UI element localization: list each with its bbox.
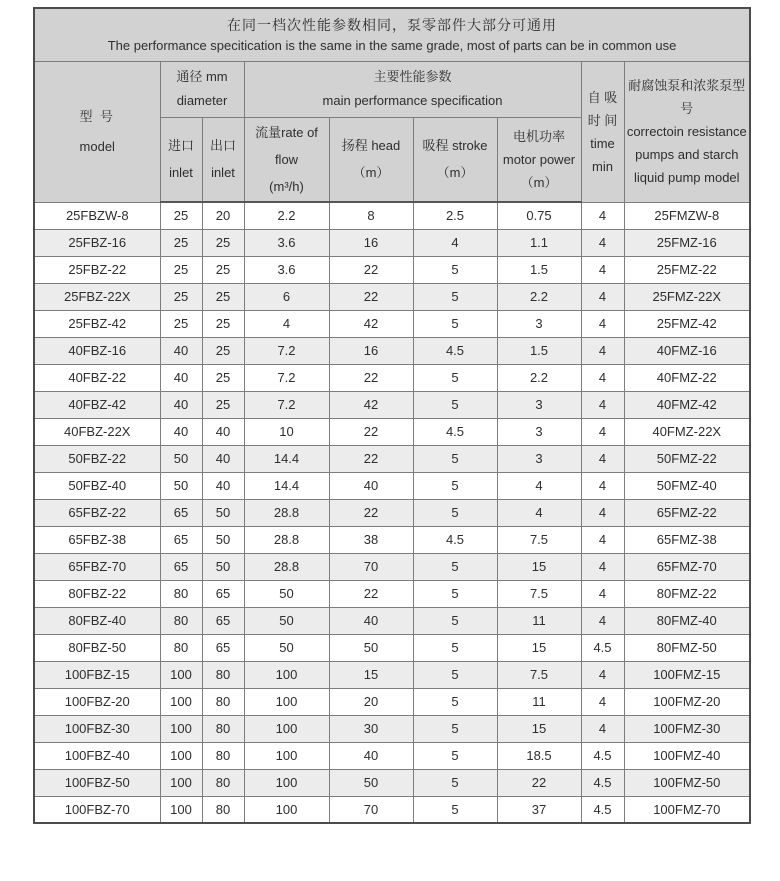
cell-flow: 3.6 — [244, 229, 329, 256]
cell-outlet: 65 — [202, 580, 244, 607]
table-row — [34, 607, 750, 634]
col-header-model — [34, 61, 160, 202]
table-row — [34, 283, 750, 310]
cell-time: 4.5 — [581, 796, 624, 823]
cell-head: 30 — [329, 715, 413, 742]
cell-stroke: 4.5 — [413, 418, 497, 445]
cell-model: 25FBZ-22X — [34, 283, 160, 310]
cell-stroke: 4.5 — [413, 526, 497, 553]
cell-power: 3 — [497, 310, 581, 337]
cell-fmz-model: 40FMZ-16 — [624, 337, 750, 364]
cell-outlet: 25 — [202, 391, 244, 418]
cell-inlet: 80 — [160, 607, 202, 634]
table-row — [34, 661, 750, 688]
performance-header-en: main performance specification — [322, 93, 503, 108]
cell-time: 4 — [581, 715, 624, 742]
cell-stroke: 5 — [413, 499, 497, 526]
cell-head: 42 — [329, 310, 413, 337]
inlet-header-zh: 进口 — [167, 138, 194, 154]
table-row — [34, 445, 750, 472]
cell-outlet: 80 — [202, 688, 244, 715]
cell-outlet: 25 — [202, 310, 244, 337]
cell-inlet: 40 — [160, 364, 202, 391]
cell-flow: 100 — [244, 769, 329, 796]
cell-head: 16 — [329, 229, 413, 256]
cell-outlet: 80 — [202, 661, 244, 688]
cell-flow: 50 — [244, 634, 329, 661]
cell-power: 18.5 — [497, 742, 581, 769]
cell-flow: 28.8 — [244, 499, 329, 526]
cell-model: 80FBZ-50 — [34, 634, 160, 661]
head-header-unit: （m） — [352, 165, 390, 181]
cell-head: 42 — [329, 391, 413, 418]
cell-inlet: 65 — [160, 499, 202, 526]
banner-text-zh: 在同一档次性能参数相同，泵零部件大部分可通用 — [227, 16, 558, 33]
cell-outlet: 50 — [202, 526, 244, 553]
banner-row — [34, 8, 750, 61]
cell-head: 22 — [329, 256, 413, 283]
cell-fmz-model: 40FMZ-22X — [624, 418, 750, 445]
cell-stroke: 2.5 — [413, 202, 497, 229]
header-row-1 — [34, 61, 750, 117]
cell-time: 4 — [581, 499, 624, 526]
cell-fmz-model: 25FMZW-8 — [624, 202, 750, 229]
stroke-header-unit: （m） — [436, 165, 474, 181]
table-row — [34, 715, 750, 742]
table-row — [34, 499, 750, 526]
cell-flow: 7.2 — [244, 337, 329, 364]
table-row — [34, 526, 750, 553]
cell-model: 65FBZ-22 — [34, 499, 160, 526]
cell-stroke: 5 — [413, 769, 497, 796]
banner-cell — [34, 8, 750, 61]
cell-inlet: 40 — [160, 418, 202, 445]
cell-outlet: 80 — [202, 742, 244, 769]
cell-fmz-model: 100FMZ-30 — [624, 715, 750, 742]
cell-power: 4 — [497, 499, 581, 526]
col-header-motor-power — [497, 117, 581, 202]
cell-outlet: 80 — [202, 769, 244, 796]
cell-fmz-model: 25FMZ-16 — [624, 229, 750, 256]
cell-time: 4 — [581, 445, 624, 472]
cell-stroke: 5 — [413, 715, 497, 742]
cell-power: 3 — [497, 445, 581, 472]
performance-header-zh: 主要性能参数 — [373, 69, 452, 84]
cell-model: 100FBZ-40 — [34, 742, 160, 769]
cell-inlet: 80 — [160, 580, 202, 607]
cell-model: 80FBZ-22 — [34, 580, 160, 607]
cell-fmz-model: 25FMZ-22X — [624, 283, 750, 310]
cell-stroke: 5 — [413, 607, 497, 634]
cell-fmz-model: 65FMZ-38 — [624, 526, 750, 553]
cell-model: 100FBZ-15 — [34, 661, 160, 688]
cell-inlet: 40 — [160, 391, 202, 418]
cell-stroke: 5 — [413, 553, 497, 580]
cell-power: 15 — [497, 715, 581, 742]
cell-time: 4.5 — [581, 634, 624, 661]
cell-power: 7.5 — [497, 526, 581, 553]
col-header-performance — [244, 61, 581, 117]
pump-header-en2: pumps and starch — [635, 147, 739, 162]
cell-power: 1.5 — [497, 337, 581, 364]
pump-header-zh: 耐腐蚀泵和浓浆泵型号 — [628, 78, 746, 116]
cell-time: 4 — [581, 283, 624, 310]
cell-outlet: 25 — [202, 364, 244, 391]
table-row — [34, 202, 750, 229]
cell-time: 4 — [581, 607, 624, 634]
cell-model: 25FBZ-16 — [34, 229, 160, 256]
cell-power: 1.1 — [497, 229, 581, 256]
table-row — [34, 580, 750, 607]
cell-outlet: 25 — [202, 337, 244, 364]
cell-flow: 14.4 — [244, 445, 329, 472]
table-row — [34, 796, 750, 823]
cell-flow: 7.2 — [244, 364, 329, 391]
cell-time: 4 — [581, 337, 624, 364]
pump-header-en1: correctoin resistance — [626, 124, 747, 139]
cell-time: 4 — [581, 580, 624, 607]
cell-model: 100FBZ-20 — [34, 688, 160, 715]
cell-inlet: 100 — [160, 688, 202, 715]
power-header-en: motor power — [502, 151, 576, 167]
cell-inlet: 65 — [160, 526, 202, 553]
table-body — [34, 202, 750, 823]
head-header-title: 扬程 head — [341, 138, 401, 154]
cell-stroke: 5 — [413, 742, 497, 769]
cell-power: 7.5 — [497, 661, 581, 688]
cell-flow: 50 — [244, 607, 329, 634]
cell-time: 4 — [581, 256, 624, 283]
cell-model: 25FBZ-42 — [34, 310, 160, 337]
cell-inlet: 100 — [160, 715, 202, 742]
pump-spec-table — [33, 7, 751, 824]
power-header-unit: （m） — [520, 174, 558, 190]
cell-power: 0.75 — [497, 202, 581, 229]
table-row — [34, 256, 750, 283]
cell-time: 4 — [581, 391, 624, 418]
cell-time: 4 — [581, 472, 624, 499]
col-header-flow — [244, 117, 329, 202]
col-header-self-priming-time — [581, 61, 624, 202]
cell-stroke: 5 — [413, 580, 497, 607]
cell-flow: 14.4 — [244, 472, 329, 499]
table-row — [34, 310, 750, 337]
cell-inlet: 80 — [160, 634, 202, 661]
cell-inlet: 25 — [160, 310, 202, 337]
cell-flow: 28.8 — [244, 553, 329, 580]
cell-power: 15 — [497, 634, 581, 661]
cell-inlet: 25 — [160, 229, 202, 256]
cell-time: 4 — [581, 553, 624, 580]
cell-flow: 7.2 — [244, 391, 329, 418]
col-header-head — [329, 117, 413, 202]
cell-inlet: 50 — [160, 445, 202, 472]
table-row — [34, 391, 750, 418]
banner-text-en: The performance specitication is the same in the same grade, most of parts can be in common use — [107, 37, 677, 53]
stroke-header-title: 吸程 stroke — [422, 138, 488, 154]
cell-outlet: 65 — [202, 634, 244, 661]
cell-outlet: 40 — [202, 472, 244, 499]
cell-outlet: 25 — [202, 229, 244, 256]
time-header-en2: min — [592, 158, 613, 174]
cell-flow: 6 — [244, 283, 329, 310]
cell-outlet: 40 — [202, 418, 244, 445]
cell-power: 1.5 — [497, 256, 581, 283]
cell-stroke: 5 — [413, 472, 497, 499]
cell-time: 4 — [581, 364, 624, 391]
cell-model: 40FBZ-16 — [34, 337, 160, 364]
flow-header-title: 流量rate of flow — [255, 124, 318, 167]
table-row — [34, 553, 750, 580]
cell-model: 80FBZ-40 — [34, 607, 160, 634]
cell-time: 4.5 — [581, 742, 624, 769]
table-row — [34, 229, 750, 256]
table-row — [34, 337, 750, 364]
cell-time: 4 — [581, 202, 624, 229]
cell-model: 65FBZ-38 — [34, 526, 160, 553]
cell-fmz-model: 100FMZ-70 — [624, 796, 750, 823]
cell-model: 25FBZ-22 — [34, 256, 160, 283]
cell-fmz-model: 100FMZ-20 — [624, 688, 750, 715]
cell-outlet: 50 — [202, 553, 244, 580]
cell-flow: 4 — [244, 310, 329, 337]
cell-fmz-model: 100FMZ-15 — [624, 661, 750, 688]
cell-stroke: 5 — [413, 688, 497, 715]
cell-model: 65FBZ-70 — [34, 553, 160, 580]
cell-stroke: 5 — [413, 634, 497, 661]
cell-stroke: 4 — [413, 229, 497, 256]
cell-stroke: 4.5 — [413, 337, 497, 364]
cell-model: 100FBZ-30 — [34, 715, 160, 742]
cell-stroke: 5 — [413, 310, 497, 337]
cell-time: 4 — [581, 418, 624, 445]
cell-inlet: 25 — [160, 202, 202, 229]
table-row — [34, 472, 750, 499]
cell-flow: 2.2 — [244, 202, 329, 229]
inlet-header-en: inlet — [169, 165, 193, 181]
col-header-outlet — [202, 117, 244, 202]
cell-outlet: 80 — [202, 715, 244, 742]
cell-stroke: 5 — [413, 364, 497, 391]
cell-head: 22 — [329, 580, 413, 607]
cell-stroke: 5 — [413, 256, 497, 283]
cell-flow: 10 — [244, 418, 329, 445]
diameter-header-zh: 通径 mm — [176, 69, 228, 84]
cell-fmz-model: 50FMZ-40 — [624, 472, 750, 499]
cell-power: 37 — [497, 796, 581, 823]
flow-header-unit: (m³/h) — [269, 178, 304, 194]
cell-fmz-model: 80FMZ-22 — [624, 580, 750, 607]
cell-model: 40FBZ-42 — [34, 391, 160, 418]
cell-head: 22 — [329, 283, 413, 310]
cell-stroke: 5 — [413, 796, 497, 823]
cell-power: 11 — [497, 688, 581, 715]
cell-head: 22 — [329, 364, 413, 391]
cell-flow: 100 — [244, 688, 329, 715]
cell-fmz-model: 65FMZ-70 — [624, 553, 750, 580]
cell-outlet: 50 — [202, 499, 244, 526]
cell-head: 22 — [329, 445, 413, 472]
cell-power: 2.2 — [497, 283, 581, 310]
cell-fmz-model: 80FMZ-40 — [624, 607, 750, 634]
cell-inlet: 25 — [160, 283, 202, 310]
table-row — [34, 742, 750, 769]
cell-outlet: 80 — [202, 796, 244, 823]
cell-model: 100FBZ-70 — [34, 796, 160, 823]
cell-inlet: 65 — [160, 553, 202, 580]
col-header-diameter — [160, 61, 244, 117]
outlet-header-en: inlet — [211, 165, 235, 181]
cell-outlet: 65 — [202, 607, 244, 634]
cell-fmz-model: 100FMZ-40 — [624, 742, 750, 769]
cell-outlet: 25 — [202, 256, 244, 283]
time-header-zh2: 时 间 — [587, 112, 618, 128]
cell-inlet: 100 — [160, 796, 202, 823]
table-row — [34, 418, 750, 445]
cell-flow: 3.6 — [244, 256, 329, 283]
cell-head: 38 — [329, 526, 413, 553]
cell-head: 40 — [329, 607, 413, 634]
model-header-en: model — [79, 138, 115, 154]
cell-time: 4 — [581, 526, 624, 553]
cell-fmz-model: 25FMZ-42 — [624, 310, 750, 337]
cell-inlet: 50 — [160, 472, 202, 499]
cell-head: 22 — [329, 418, 413, 445]
cell-stroke: 5 — [413, 283, 497, 310]
cell-head: 40 — [329, 742, 413, 769]
model-header-zh: 型 号 — [79, 108, 116, 124]
cell-flow: 28.8 — [244, 526, 329, 553]
outlet-header-zh: 出口 — [209, 138, 236, 154]
cell-fmz-model: 25FMZ-22 — [624, 256, 750, 283]
col-header-resistance-pump-model — [624, 61, 750, 202]
cell-stroke: 5 — [413, 391, 497, 418]
cell-head: 70 — [329, 796, 413, 823]
cell-inlet: 100 — [160, 661, 202, 688]
cell-head: 40 — [329, 472, 413, 499]
cell-power: 3 — [497, 418, 581, 445]
cell-fmz-model: 80FMZ-50 — [624, 634, 750, 661]
cell-power: 3 — [497, 391, 581, 418]
cell-power: 2.2 — [497, 364, 581, 391]
pump-header-en3: liquid pump model — [634, 170, 740, 185]
cell-outlet: 40 — [202, 445, 244, 472]
cell-model: 40FBZ-22 — [34, 364, 160, 391]
cell-head: 70 — [329, 553, 413, 580]
cell-fmz-model: 40FMZ-42 — [624, 391, 750, 418]
cell-head: 50 — [329, 634, 413, 661]
cell-time: 4 — [581, 688, 624, 715]
cell-head: 50 — [329, 769, 413, 796]
cell-fmz-model: 50FMZ-22 — [624, 445, 750, 472]
cell-head: 8 — [329, 202, 413, 229]
table-row — [34, 364, 750, 391]
cell-fmz-model: 65FMZ-22 — [624, 499, 750, 526]
time-header-en1: time — [590, 135, 615, 151]
time-header-zh1: 自 吸 — [587, 89, 618, 105]
cell-head: 20 — [329, 688, 413, 715]
cell-outlet: 20 — [202, 202, 244, 229]
cell-power: 7.5 — [497, 580, 581, 607]
cell-inlet: 100 — [160, 769, 202, 796]
col-header-inlet — [160, 117, 202, 202]
cell-power: 15 — [497, 553, 581, 580]
cell-inlet: 25 — [160, 256, 202, 283]
cell-power: 4 — [497, 472, 581, 499]
table-row — [34, 769, 750, 796]
cell-model: 50FBZ-40 — [34, 472, 160, 499]
table-row — [34, 634, 750, 661]
cell-flow: 100 — [244, 796, 329, 823]
cell-fmz-model: 40FMZ-22 — [624, 364, 750, 391]
cell-model: 50FBZ-22 — [34, 445, 160, 472]
cell-model: 100FBZ-50 — [34, 769, 160, 796]
cell-head: 16 — [329, 337, 413, 364]
cell-inlet: 100 — [160, 742, 202, 769]
cell-time: 4 — [581, 229, 624, 256]
cell-time: 4 — [581, 310, 624, 337]
cell-stroke: 5 — [413, 661, 497, 688]
cell-outlet: 25 — [202, 283, 244, 310]
power-header-zh: 电机功率 — [512, 128, 565, 144]
cell-model: 40FBZ-22X — [34, 418, 160, 445]
cell-time: 4 — [581, 661, 624, 688]
cell-model: 25FBZW-8 — [34, 202, 160, 229]
cell-time: 4.5 — [581, 769, 624, 796]
cell-head: 15 — [329, 661, 413, 688]
cell-fmz-model: 100FMZ-50 — [624, 769, 750, 796]
cell-stroke: 5 — [413, 445, 497, 472]
diameter-header-en: diameter — [176, 93, 228, 108]
cell-flow: 100 — [244, 742, 329, 769]
cell-head: 22 — [329, 499, 413, 526]
cell-flow: 100 — [244, 661, 329, 688]
col-header-stroke — [413, 117, 497, 202]
cell-power: 11 — [497, 607, 581, 634]
cell-flow: 100 — [244, 715, 329, 742]
cell-flow: 50 — [244, 580, 329, 607]
cell-power: 22 — [497, 769, 581, 796]
table-row — [34, 688, 750, 715]
cell-inlet: 40 — [160, 337, 202, 364]
